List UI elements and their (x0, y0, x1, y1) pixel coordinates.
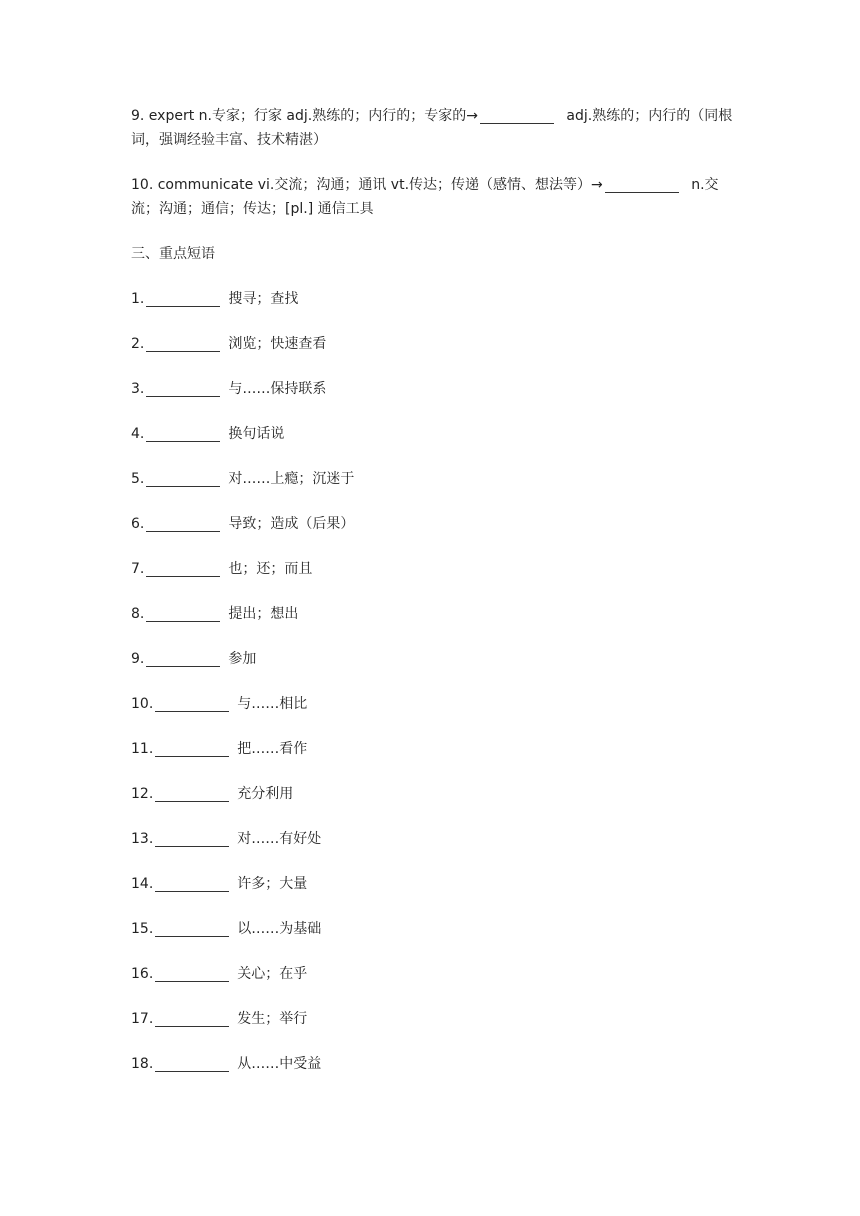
answer-blank[interactable] (146, 425, 220, 442)
phrase-item (131, 467, 735, 491)
answer-blank[interactable] (605, 176, 679, 193)
answer-blank[interactable] (146, 470, 220, 487)
answer-blank[interactable] (146, 560, 220, 577)
answer-blank[interactable] (155, 875, 229, 892)
phrase-meaning: 与……保持联系 (228, 381, 327, 397)
phrase-meaning: 换句话说 (228, 426, 285, 442)
phrase-item (131, 1052, 735, 1076)
phrase-meaning: 把……看作 (237, 741, 308, 757)
vocab-text-after: n.交流；沟通；通信；传达；[pl.] 通信工具 (131, 177, 719, 217)
phrase-meaning: 发生；举行 (237, 1011, 308, 1027)
phrase-number: 3. (131, 381, 145, 397)
phrase-meaning: 浏览；快速查看 (228, 336, 327, 352)
answer-blank[interactable] (146, 335, 220, 352)
answer-blank[interactable] (155, 1010, 229, 1027)
phrase-item (131, 1007, 735, 1031)
phrase-number: 11. (131, 741, 154, 757)
phrase-number: 7. (131, 561, 145, 577)
phrase-number: 10. (131, 696, 154, 712)
answer-blank[interactable] (155, 695, 229, 712)
phrase-item (131, 287, 735, 311)
phrase-meaning: 也；还；而且 (228, 561, 313, 577)
phrase-list (131, 287, 735, 1076)
answer-blank[interactable] (155, 740, 229, 757)
answer-blank[interactable] (146, 380, 220, 397)
answer-blank[interactable] (155, 785, 229, 802)
phrase-item (131, 647, 735, 671)
answer-blank[interactable] (146, 650, 220, 667)
vocab-text-after: adj.熟练的；内行的（同根词，强调经验丰富、技术精湛） (131, 108, 733, 148)
answer-blank[interactable] (155, 1055, 229, 1072)
vocab-item-9 (131, 104, 735, 152)
phrase-meaning: 导致；造成（后果） (228, 516, 355, 532)
phrase-meaning: 许多；大量 (237, 876, 308, 892)
phrase-item (131, 692, 735, 716)
phrase-meaning: 充分利用 (237, 786, 294, 802)
phrase-number: 9. (131, 651, 145, 667)
phrase-item (131, 422, 735, 446)
answer-blank[interactable] (146, 290, 220, 307)
phrase-number: 17. (131, 1011, 154, 1027)
answer-blank[interactable] (155, 965, 229, 982)
section-title: 三、重点短语 (131, 246, 215, 262)
phrase-meaning: 提出；想出 (228, 606, 299, 622)
phrase-meaning: 从……中受益 (237, 1056, 322, 1072)
phrase-item (131, 377, 735, 401)
phrase-meaning: 与……相比 (237, 696, 308, 712)
phrase-number: 13. (131, 831, 154, 847)
answer-blank[interactable] (146, 515, 220, 532)
phrase-item (131, 827, 735, 851)
phrase-meaning: 对……上瘾；沉迷于 (228, 471, 355, 487)
phrase-number: 14. (131, 876, 154, 892)
phrase-item (131, 782, 735, 806)
answer-blank[interactable] (155, 920, 229, 937)
phrase-number: 8. (131, 606, 145, 622)
phrase-number: 12. (131, 786, 154, 802)
answer-blank[interactable] (480, 107, 554, 124)
phrase-item (131, 917, 735, 941)
phrase-number: 16. (131, 966, 154, 982)
answer-blank[interactable] (146, 605, 220, 622)
phrase-item (131, 557, 735, 581)
phrase-item (131, 737, 735, 761)
phrase-item (131, 872, 735, 896)
phrase-number: 4. (131, 426, 145, 442)
phrase-item (131, 602, 735, 626)
phrase-meaning: 对……有好处 (237, 831, 322, 847)
phrase-number: 2. (131, 336, 145, 352)
phrase-item (131, 962, 735, 986)
vocab-text-before: 10. communicate vi.交流；沟通；通讯 vt.传达；传递（感情、想法等）→ (131, 177, 603, 193)
phrase-meaning: 关心；在乎 (237, 966, 308, 982)
phrase-number: 18. (131, 1056, 154, 1072)
phrase-number: 6. (131, 516, 145, 532)
vocab-item-10 (131, 173, 735, 221)
phrase-number: 1. (131, 291, 145, 307)
phrase-meaning: 以……为基础 (237, 921, 322, 937)
phrase-meaning: 搜寻；查找 (228, 291, 299, 307)
phrase-meaning: 参加 (228, 651, 257, 667)
document-content (131, 104, 735, 1097)
phrase-item (131, 332, 735, 356)
vocab-text-before: 9. expert n.专家；行家 adj.熟练的；内行的；专家的→ (131, 108, 478, 124)
answer-blank[interactable] (155, 830, 229, 847)
phrase-number: 5. (131, 471, 145, 487)
phrase-item (131, 512, 735, 536)
phrase-number: 15. (131, 921, 154, 937)
